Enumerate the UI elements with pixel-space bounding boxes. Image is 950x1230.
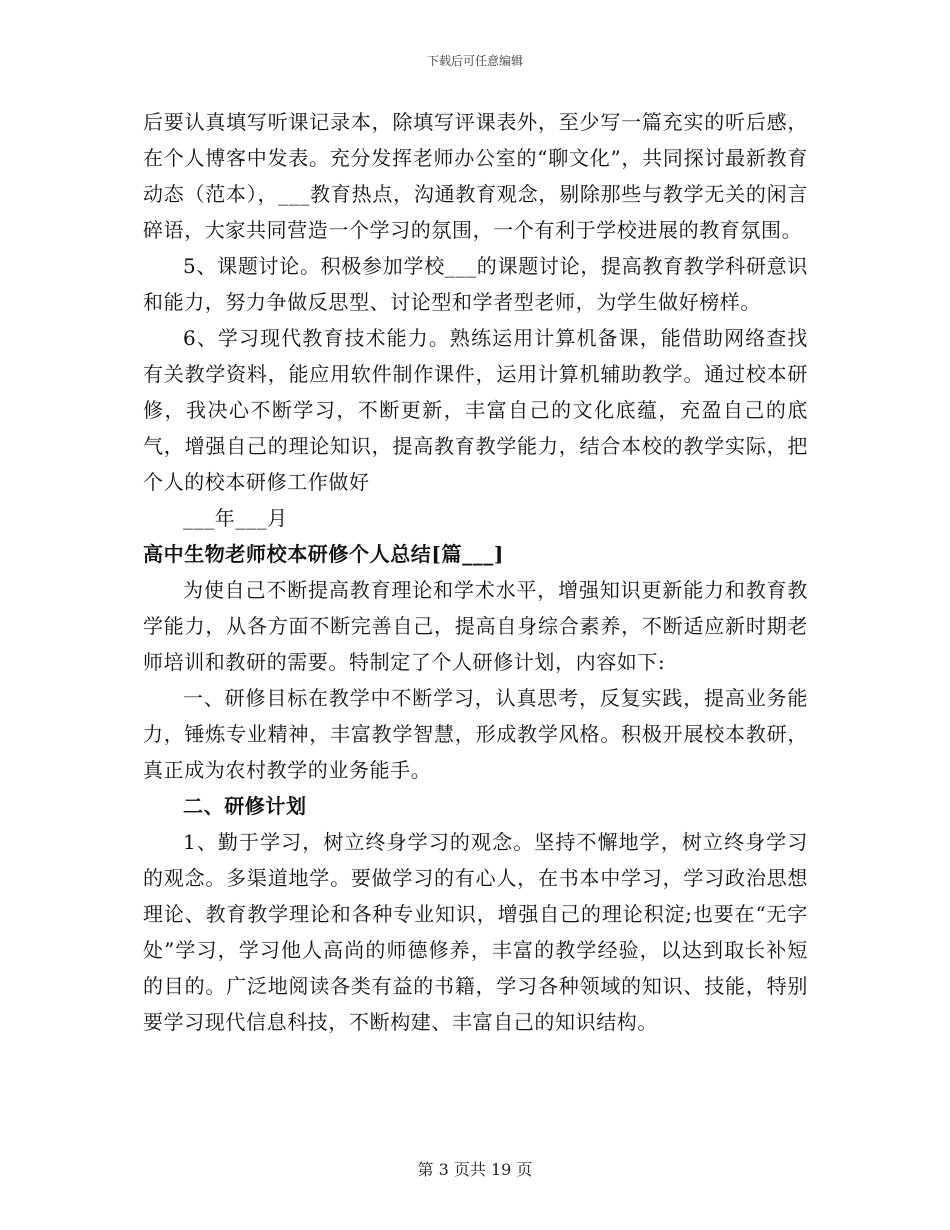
paragraph-continued: 后要认真填写听课记录本，除填写评课表外，至少写一篇充实的听后感，在个人博客中发表。充分发挥老师办公室的“聊文化”，共同探讨最新教育动态（范本），___教育热点，沟通教育观念，剔除那些与教学无关的闲言碎语，大家共同营造一个学习的氛围，一个有利于学校进展的教育氛围。 [143,110,808,242]
paragraph-item-6: 6、学习现代教育技术能力。熟练运用计算机备课，能借助网络查找有关教学资料，能应用软件制作课件，运用计算机辅助教学。通过校本研修，我决心不断学习，不断更新，丰富自己的文化底蕴，充盈自己的底气，增强自己的理论知识，提高教育教学能力，结合本校的教学实际，把个人的校本研修工作做好 [143,326,808,494]
paragraph-item-5: 5、课题讨论。积极参加学校___的课题讨论，提高教育教学科研意识和能力，努力争做反思型、讨论型和学者型老师，为学生做好榜样。 [143,254,808,314]
heading-plan: 二、研修计划 [183,794,307,818]
document-body [143,104,808,1040]
paragraph-plan-1: 1、勤于学习，树立终身学习的观念。坚持不懈地学，树立终身学习的观念。多渠道地学。要做学习的有心人，在书本中学习，学习政治思想理论、教育教学理论和各种专业知识，增强自己的理论积淀;也要在“无字处”学习，学习他人高尚的师德修养，丰富的教学经验，以达到取长补短的目的。广泛地阅读各类有益的书籍，学习各种领域的知识、技能，特别要学习现代信息科技，不断构建、丰富自己的知识结构。 [143,830,808,1034]
paragraph-goal: 一、研修目标在教学中不断学习，认真思考，反复实践，提高业务能力，锤炼专业精神，丰富教学智慧，形成教学风格。积极开展校本教研，真正成为农村教学的业务能手。 [143,686,808,782]
page-number: 第 3 页共 19 页 [417,1160,533,1179]
header-note: 下载后可任意编辑 [426,54,523,68]
section-title: 高中生物老师校本研修个人总结[篇___] [143,542,504,566]
date-line: ___年___月 [183,506,288,530]
paragraph-intro: 为使自己不断提高教育理论和学术水平，增强知识更新能力和教育教学能力，从各方面不断完善自己，提高自身综合素养，不断适应新时期老师培训和教研的需要。特制定了个人研修计划，内容如下: [143,578,808,674]
